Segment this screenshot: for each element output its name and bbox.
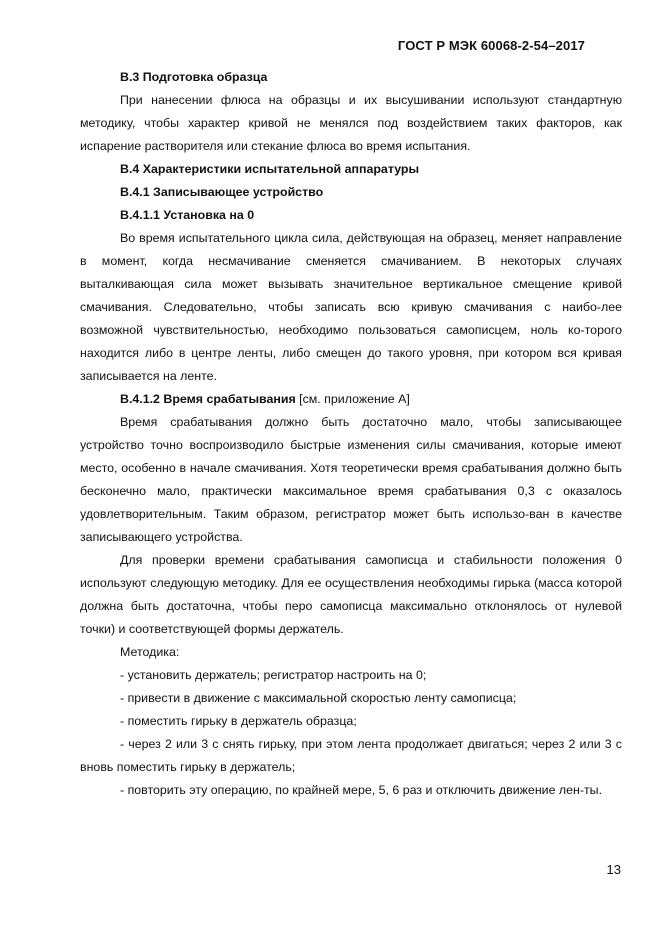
list-item: - через 2 или 3 с снять гирьку, при этом лента продолжает двигаться; через 2 или 3 с вновь поместить гирьку в держатель; — [80, 737, 622, 774]
paragraph: При нанесении флюса на образцы и их высушивании используют стандартную методику, чтобы характер кривой не менялся под воздействием таких факторов, как испарение растворителя или стекание флюса во время испытания. — [80, 93, 622, 153]
page-content — [80, 66, 622, 802]
section-heading: В.3 Подготовка образца — [120, 70, 268, 84]
section-heading: В.4 Характеристики испытательной аппаратуры — [120, 162, 420, 176]
paragraph: Время срабатывания должно быть достаточно мало, чтобы записывающее устройство точно воспроизводило быстрые изменения силы смачивания, которые имеют место, особенно в начале смачивания. Хотя теоретически время срабатывания должно быть бесконечно мало, практически максимальное время срабатывания 0,3 с оказалось удовлетворительным. Таким образом, регистратор может быть использо-ван в качестве записывающего устройства. — [80, 415, 622, 544]
list-item: - привести в движение с максимальной скоростью ленту самописца; — [120, 691, 517, 705]
list-item: - установить держатель; регистратор настроить на 0; — [120, 668, 427, 682]
paragraph: Во время испытательного цикла сила, действующая на образец, меняет направление в момент, когда несмачивание сменяется смачиванием. В некоторых случаях выталкивающая сила может вызывать значительное вертикальное смещение кривой смачивания. Следовательно, чтобы записать всю кривую смачивания с наибо-лее возможной чувствительностью, необходимо пользоваться самописцем, ноль ко-торого находится либо в центре ленты, либо смещен до такого уровня, при котором вся кривая записывается на ленте. — [80, 231, 622, 383]
paragraph: Для проверки времени срабатывания самописца и стабильности положения 0 используют следующую методику. Для ее осуществления необходимы гирька (масса которой должна быть достаточна, чтобы перо самописца максимально отклонялось от нулевой точки) и соответствующей формы держатель. — [80, 553, 622, 636]
page-number: 13 — [606, 862, 621, 877]
list-heading: Методика: — [120, 645, 180, 659]
section-heading-bold: В.4.1.2 Время срабатывания — [120, 392, 296, 406]
section-heading-note: [см. приложение А] — [295, 392, 410, 406]
list-item: - повторить эту операцию, по крайней мере, 5, 6 раз и отключить движение лен-ты. — [120, 783, 603, 797]
document-header: ГОСТ Р МЭК 60068-2-54–2017 — [397, 38, 585, 53]
section-heading: В.4.1.1 Установка на 0 — [120, 208, 255, 222]
section-heading — [80, 388, 622, 411]
list-item: - поместить гирьку в держатель образца; — [120, 714, 357, 728]
section-heading: В.4.1 Записывающее устройство — [120, 185, 324, 199]
